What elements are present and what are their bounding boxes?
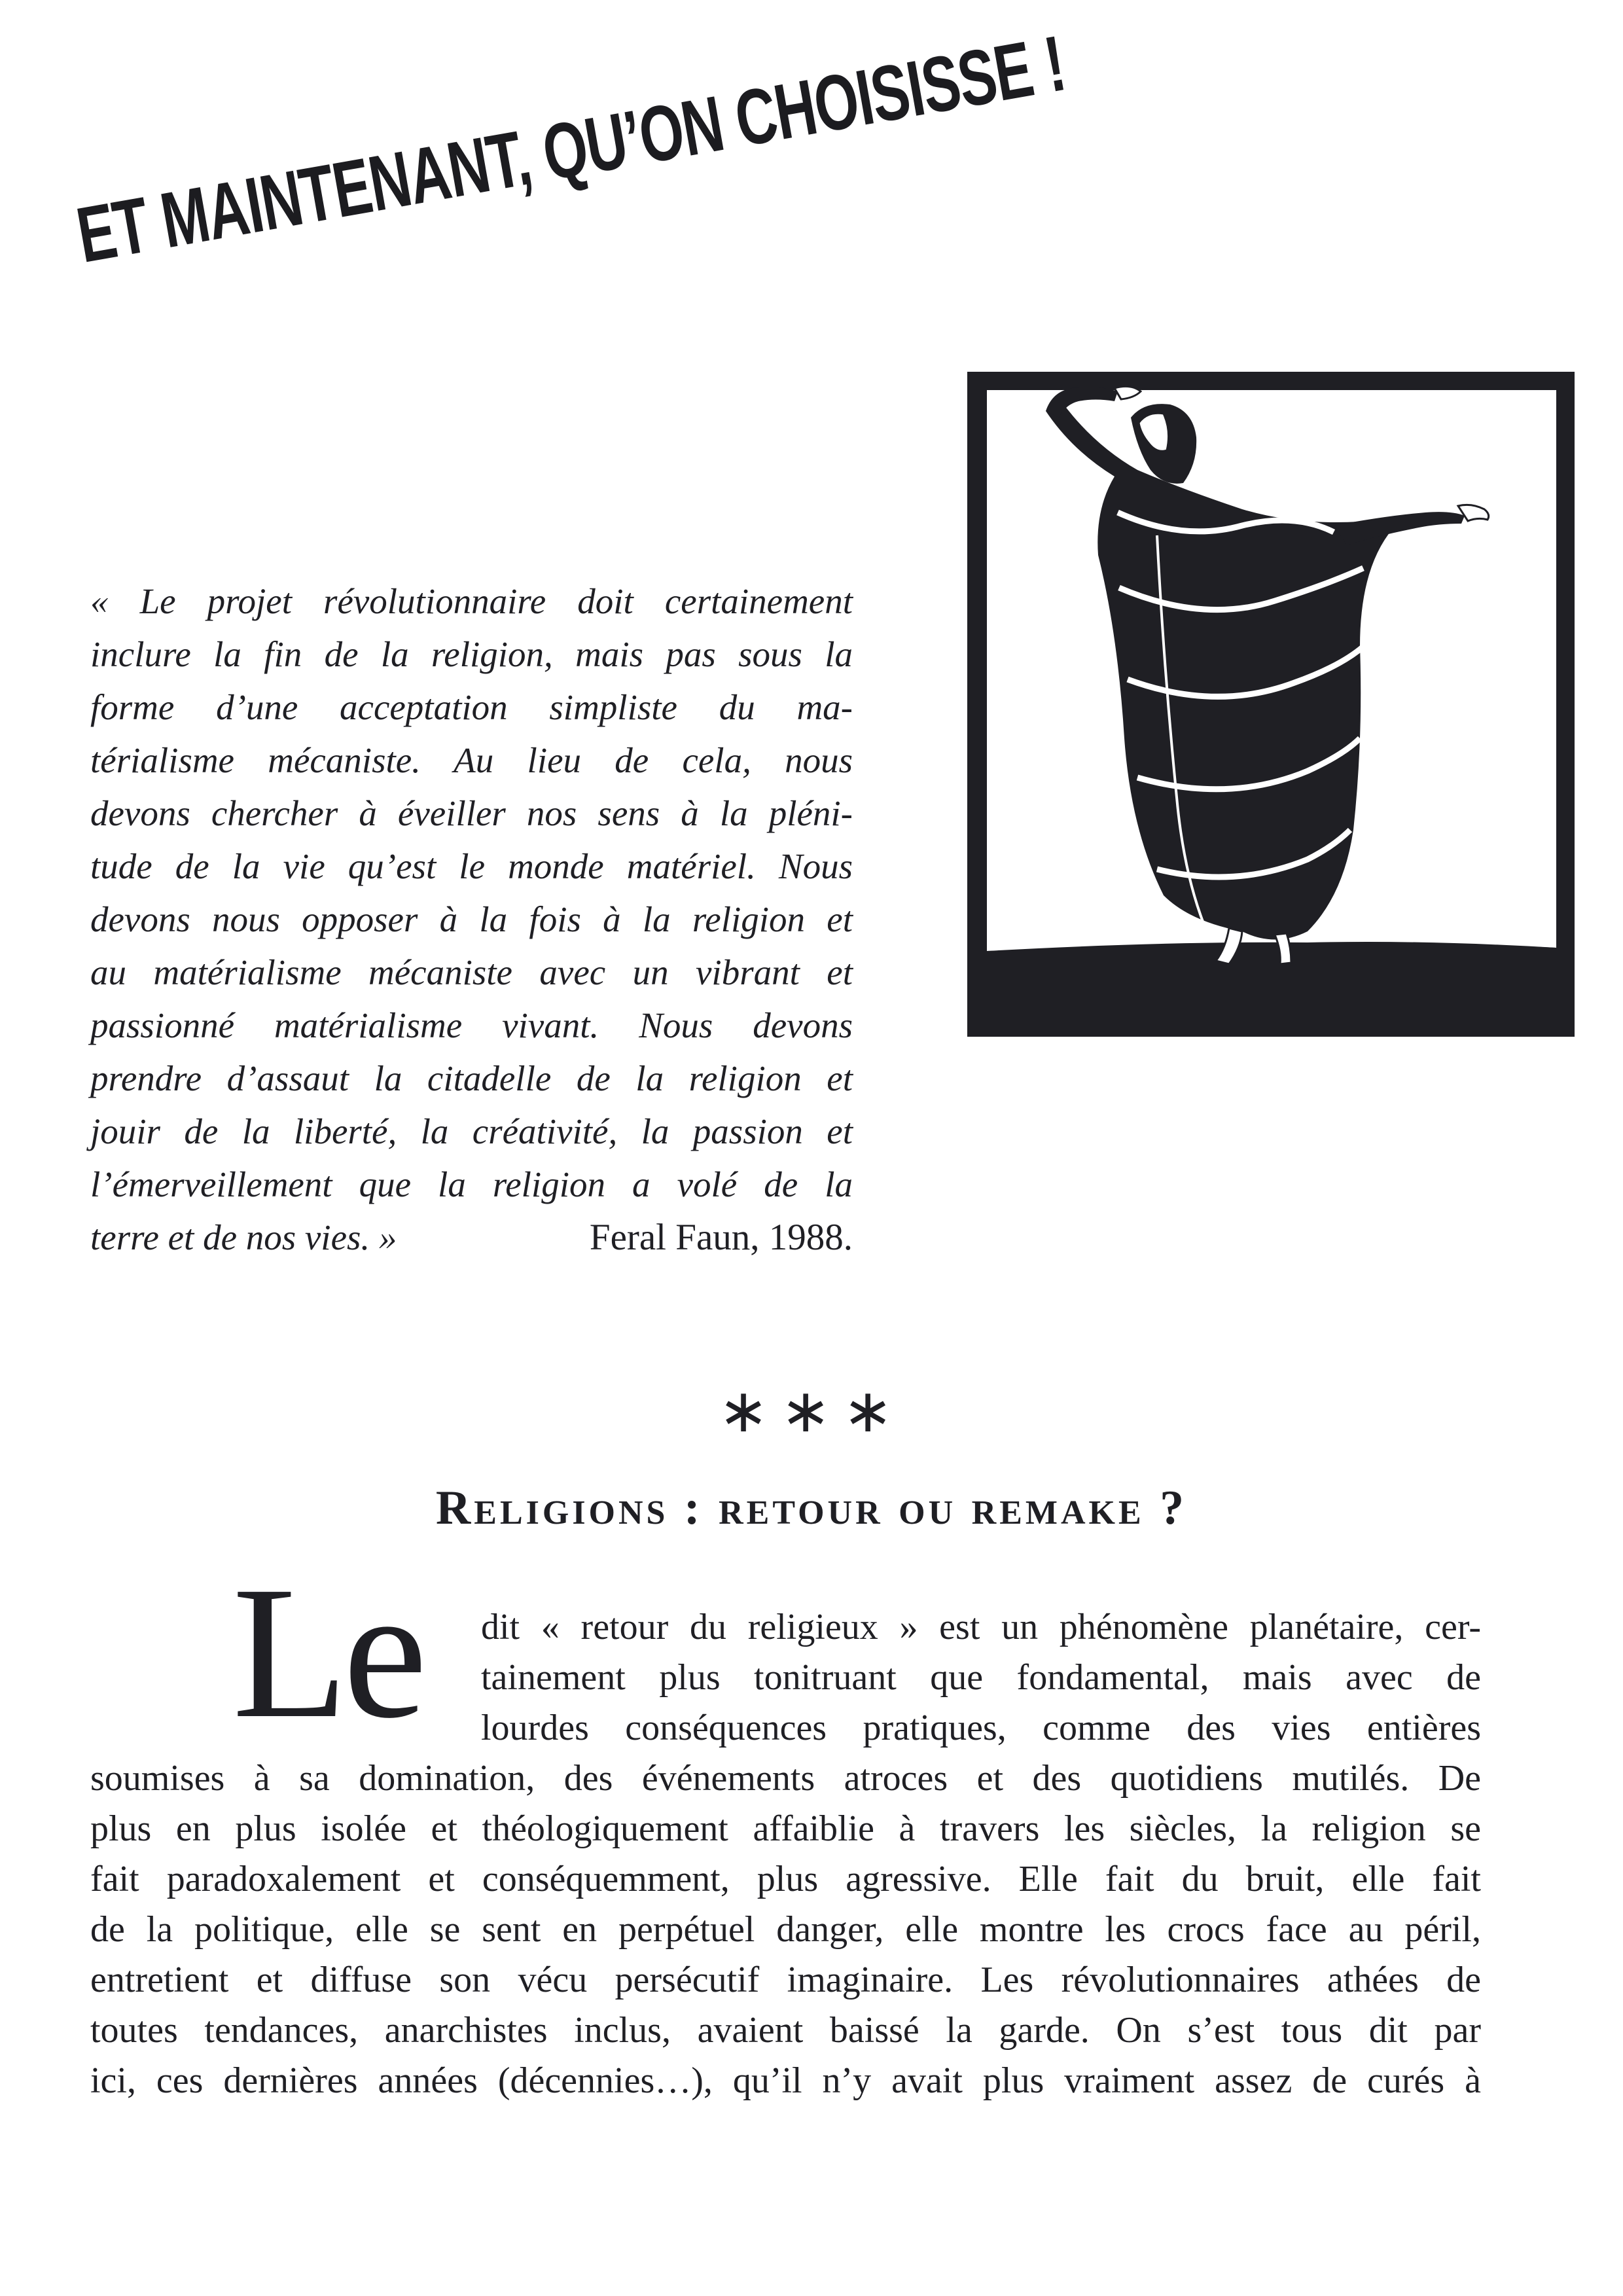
quote-line: forme d’une acceptation simpliste du ma- — [90, 687, 853, 727]
quote-attribution: Feral Faun, 1988. — [589, 1217, 853, 1258]
body-line: soumises à sa domination, des événements atroces et des quotidiens mutilés. De — [90, 1758, 1481, 1799]
body-line: toutes tendances, anarchistes inclus, avaient baissé la garde. On s’est tous dit par — [90, 2010, 1481, 2051]
section-separator: ∗∗∗ — [718, 1376, 905, 1446]
quote-line: passionné matérialisme vivant. Nous devons — [90, 1005, 853, 1045]
body-line: dit « retour du religieux » est un phénomène planétaire, cer- — [481, 1607, 1481, 1647]
epigraph-quote — [90, 575, 853, 1264]
dancing-figure-woodcut — [967, 372, 1575, 1037]
body-line: lourdes conséquences pratiques, comme des vies entières — [481, 1708, 1481, 1748]
quote-line: térialisme mécaniste. Au lieu de cela, nous — [90, 740, 853, 780]
woodcut-illustration — [967, 372, 1575, 1037]
quote-line: au matérialisme mécaniste avec un vibrant et — [90, 952, 853, 992]
quote-line: tude de la vie qu’est le monde matériel. Nous — [90, 846, 853, 886]
quote-line: jouir de la liberté, la créativité, la passion et — [90, 1111, 853, 1151]
quote-line: l’émerveillement que la religion a volé de la — [90, 1164, 853, 1204]
section-heading: Religions : retour ou remake ? — [435, 1481, 1188, 1535]
drop-cap: Le — [232, 1547, 422, 1757]
quote-line: prendre d’assaut la citadelle de la religion et — [90, 1058, 853, 1098]
quote-line: inclure la fin de la religion, mais pas sous la — [90, 634, 853, 674]
quote-line: devons nous opposer à la fois à la religion et — [90, 899, 853, 939]
body-line: ici, ces dernières années (décennies…), qu’il n’y avait plus vraiment assez de curés à — [90, 2060, 1481, 2101]
quote-line: terre et de nos vies. » — [90, 1217, 397, 1257]
body-line: fait paradoxalement et conséquemment, plus agressive. Elle fait du bruit, elle fait — [90, 1859, 1481, 1899]
body-line: entretient et diffuse son vécu persécutif imaginaire. Les révolutionnaires athées de — [90, 1960, 1481, 2000]
quote-line: devons chercher à éveiller nos sens à la pléni- — [90, 793, 853, 833]
quote-line: « Le projet révolutionnaire doit certainement — [90, 581, 853, 621]
page-title: ET MAINTENANT, QU’ON CHOISISSE ! — [70, 19, 1071, 279]
quote-last-line — [90, 1211, 853, 1264]
body-line: plus en plus isolée et théologiquement affaiblie à travers les siècles, la religion se — [90, 1808, 1481, 1849]
body-line: de la politique, elle se sent en perpétuel danger, elle montre les crocs face au péril, — [90, 1909, 1481, 1950]
body-paragraph — [90, 1602, 1481, 2106]
body-line: tainement plus tonitruant que fondamental, mais avec de — [481, 1657, 1481, 1698]
